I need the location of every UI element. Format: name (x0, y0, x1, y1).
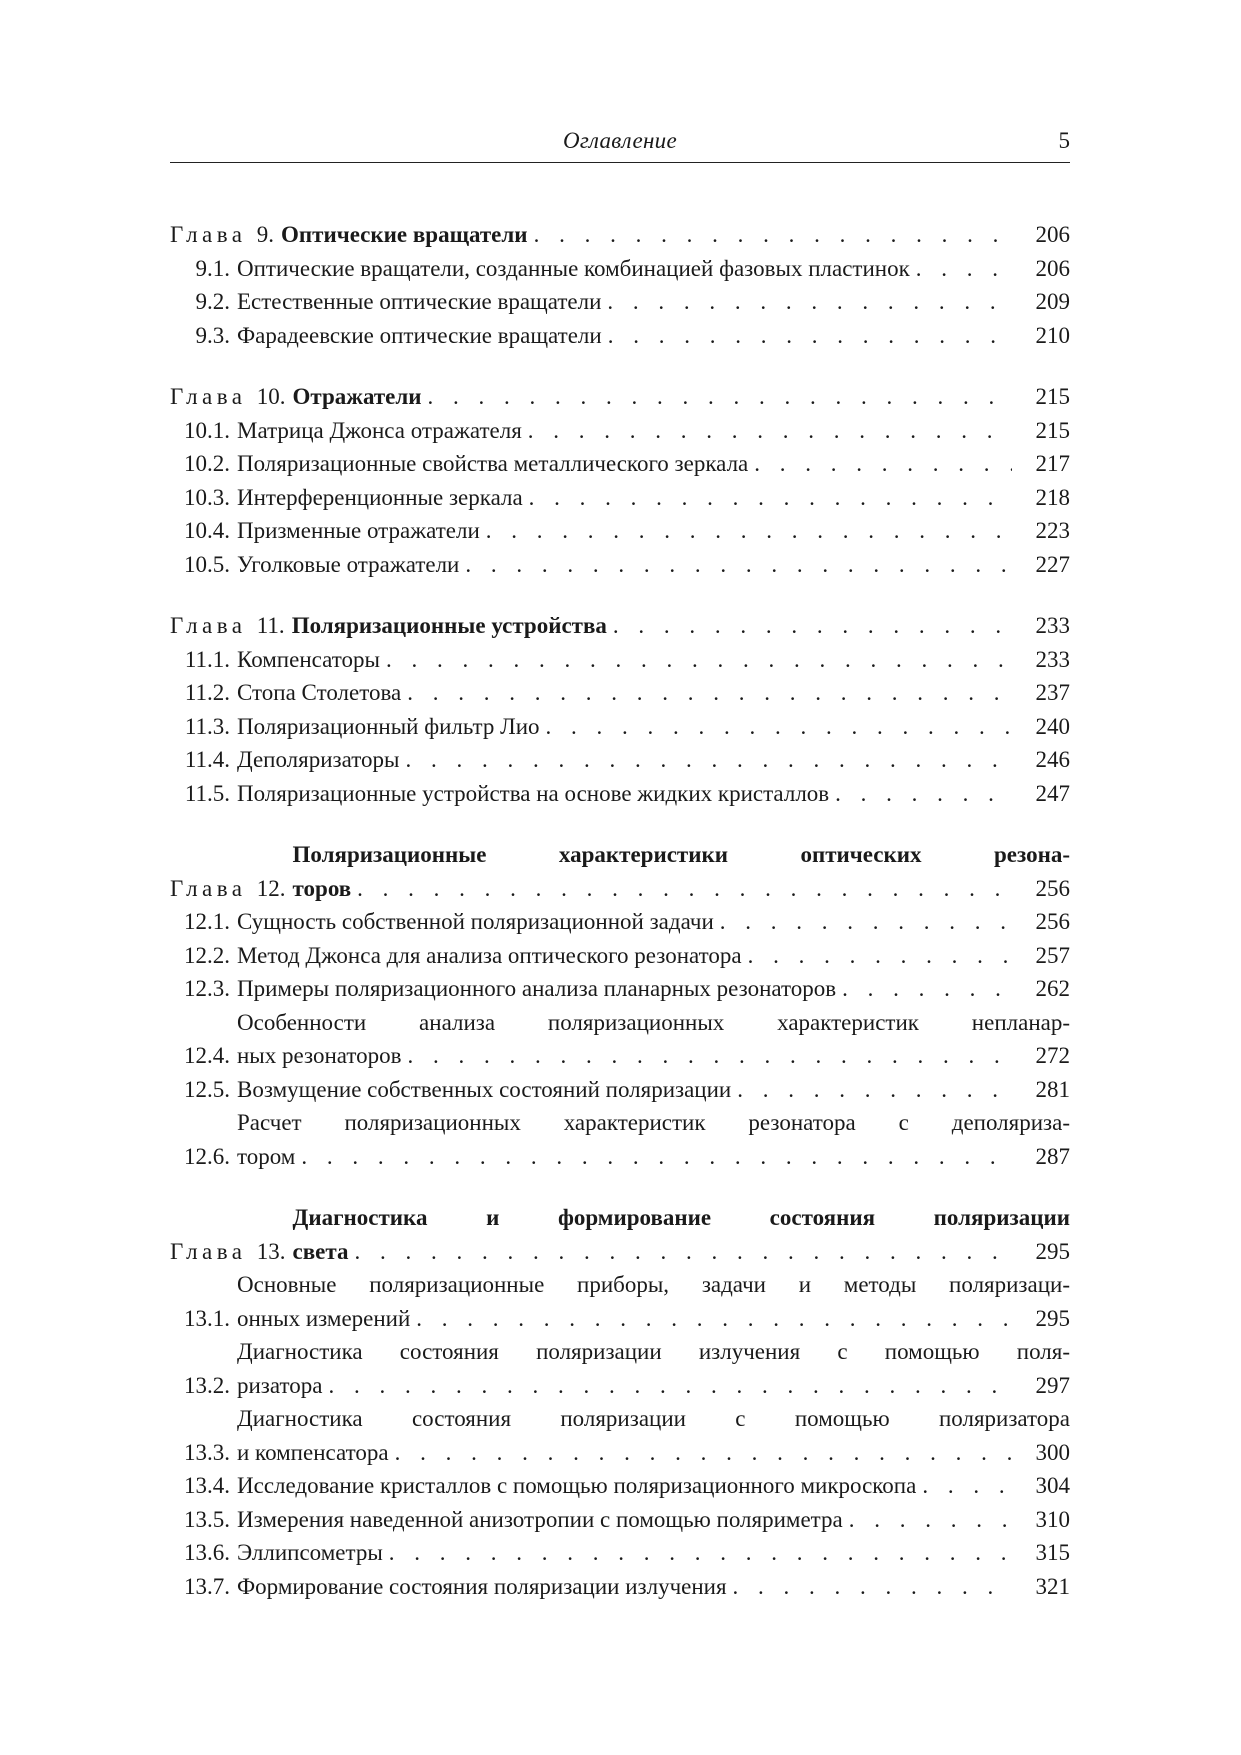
section-text (237, 252, 1070, 286)
section-number: 13.5. (184, 1506, 230, 1532)
chapter-text (293, 380, 1070, 414)
section-text (237, 1570, 1070, 1604)
section-number: 12.5. (184, 1076, 230, 1102)
section-text (237, 710, 1070, 744)
dot-leader (348, 1235, 1012, 1269)
section-number: 10.3. (184, 484, 230, 510)
dot-leader (742, 939, 1012, 973)
section-title-line2-wrap (237, 1369, 1070, 1403)
section-number: 11.3. (184, 713, 230, 739)
toc-entry[interactable] (170, 1268, 1070, 1335)
toc-entry[interactable] (170, 1073, 1070, 1107)
dot-leader (836, 972, 1012, 1006)
section-number: 11.4. (184, 747, 230, 772)
chapter-page: 256 (1035, 875, 1070, 901)
section-number: 12.2. (184, 942, 230, 968)
toc-entry[interactable] (170, 548, 1070, 582)
toc-entry[interactable] (170, 972, 1070, 1006)
section-title: Матрица Джонса отражателя (237, 417, 522, 443)
toc-entry[interactable] (170, 252, 1070, 286)
section-title-line2-wrap (237, 1436, 1070, 1470)
toc-entry[interactable] (170, 1335, 1070, 1402)
chapter-word: Глава (170, 613, 247, 638)
section-number: 13.7. (184, 1573, 230, 1599)
section-title-line2-wrap (237, 1140, 1070, 1174)
section-page: 297 (1035, 1372, 1070, 1398)
toc-entry[interactable] (170, 743, 1070, 777)
toc-entry[interactable] (170, 1469, 1070, 1503)
section-title: Измерения наведенной анизотропии с помощью поляриметра (237, 1506, 843, 1532)
toc-entry[interactable] (170, 905, 1070, 939)
chapter-title-line1: Поляризационные характеристики оптических резона- (292, 842, 1070, 867)
section-text (237, 1335, 1070, 1402)
section-number: 11.1. (184, 646, 230, 672)
section-text (237, 643, 1070, 677)
toc-entry[interactable] (170, 676, 1070, 710)
section-page: 215 (1035, 417, 1070, 443)
section-title: Примеры поляризационного анализа планарных резонаторов (237, 976, 837, 1001)
section-number: 9.3. (195, 322, 230, 348)
chapter-number: 12. (256, 875, 286, 901)
section-number: 13.1. (184, 1305, 230, 1331)
section-page: 256 (1035, 909, 1070, 934)
section-title-line2-wrap (237, 1039, 1070, 1073)
toc-entry[interactable] (170, 710, 1070, 744)
chapter-block (170, 218, 1070, 352)
section-text (237, 972, 1070, 1006)
chapter-page: 206 (1035, 222, 1070, 247)
toc-entry[interactable] (170, 1570, 1070, 1604)
section-number: 9.2. (195, 289, 230, 314)
section-number: 13.6. (184, 1540, 230, 1565)
section-title-line1: Особенности анализа поляризационных характеристик непланар- (237, 1009, 1070, 1035)
dot-leader (910, 252, 1012, 286)
section-page: 237 (1035, 680, 1070, 705)
section-text (237, 905, 1070, 939)
running-title: Оглавление (562, 128, 677, 153)
chapter-number: 9. (256, 222, 275, 247)
chapter-number: 11. (256, 613, 285, 638)
section-text (237, 743, 1070, 777)
section-title: Формирование состояния поляризации излучения (237, 1573, 727, 1599)
section-text (237, 1006, 1070, 1073)
section-title-line1: Основные поляризационные приборы, задачи и методы поляризаци- (237, 1272, 1070, 1297)
chapter-text (292, 609, 1070, 643)
section-title-line1: Расчет поляризационных характеристик резонатора с деполяриза- (237, 1110, 1070, 1135)
toc-entry[interactable] (170, 1503, 1070, 1537)
toc-entry[interactable] (170, 481, 1070, 515)
section-page: 281 (1035, 1076, 1070, 1102)
dot-leader (714, 905, 1012, 939)
section-text (237, 1503, 1070, 1537)
dot-leader (522, 414, 1012, 448)
section-title: Сущность собственной поляризационной задачи (237, 909, 714, 934)
chapter-heading[interactable] (170, 609, 1070, 643)
section-title: онных измерений (237, 1305, 411, 1331)
section-page: 246 (1035, 747, 1070, 772)
dot-leader (389, 1436, 1012, 1470)
chapter-title: Отражатели (292, 384, 422, 409)
section-text (237, 319, 1070, 353)
chapter-title: света (292, 1238, 349, 1264)
section-page: 217 (1035, 451, 1070, 476)
section-number: 13.3. (184, 1439, 230, 1465)
section-number: 9.1. (195, 255, 230, 281)
section-number: 12.6. (184, 1143, 230, 1169)
section-title: Поляризационный фильтр Лио (237, 713, 540, 739)
chapter-label (170, 1235, 293, 1269)
chapter-block (170, 838, 1070, 1173)
section-page: 210 (1035, 322, 1070, 348)
section-page: 272 (1035, 1043, 1070, 1068)
section-title: Компенсаторы (237, 646, 380, 672)
toc-entry[interactable] (170, 514, 1070, 548)
chapter-label (170, 218, 281, 252)
toc-entry[interactable] (170, 414, 1070, 448)
toc-entry[interactable] (170, 1106, 1070, 1173)
dot-leader (399, 743, 1012, 777)
chapter-page: 295 (1035, 1238, 1070, 1264)
section-page: 287 (1035, 1143, 1070, 1169)
section-page: 218 (1035, 484, 1070, 510)
section-title: Уголковые отражатели (237, 551, 460, 577)
dot-leader (916, 1469, 1012, 1503)
chapter-text (281, 218, 1070, 252)
section-title: Исследование кристаллов с помощью поляризационного микроскопа (237, 1473, 917, 1498)
section-title: Поляризационные свойства металлического зеркала (237, 451, 749, 476)
dot-leader (748, 447, 1012, 481)
section-text (237, 285, 1070, 319)
dot-leader (380, 643, 1012, 677)
section-number: 10.1. (184, 417, 230, 443)
section-page: 206 (1035, 255, 1070, 281)
toc-entry[interactable] (170, 447, 1070, 481)
section-title: ных резонаторов (237, 1043, 402, 1068)
section-page: 304 (1035, 1473, 1070, 1498)
toc-entry[interactable] (170, 1006, 1070, 1073)
chapter-block (170, 380, 1070, 581)
chapter-word: Глава (170, 222, 247, 247)
chapter-text (293, 1201, 1070, 1268)
toc-entry[interactable] (170, 319, 1070, 353)
section-title-line2-wrap (237, 1302, 1070, 1336)
dot-leader (523, 481, 1012, 515)
dot-leader (731, 1073, 1012, 1107)
table-of-contents (170, 218, 1070, 1631)
chapter-number: 10. (256, 384, 286, 409)
section-number: 12.4. (184, 1043, 230, 1068)
dot-leader (727, 1570, 1012, 1604)
section-title: Интерференционные зеркала (237, 484, 523, 510)
chapter-label (170, 380, 293, 414)
dot-leader (295, 1140, 1012, 1174)
dot-leader (459, 548, 1012, 582)
section-number: 11.2. (184, 680, 230, 705)
section-text (237, 1106, 1070, 1173)
section-title: Призменные отражатели (237, 518, 480, 543)
section-text (237, 1402, 1070, 1469)
section-text (237, 548, 1070, 582)
section-text (237, 1268, 1070, 1335)
section-page: 315 (1035, 1540, 1070, 1565)
section-title: Естественные оптические вращатели (237, 289, 602, 314)
section-page: 295 (1035, 1305, 1070, 1331)
toc-entry[interactable] (170, 285, 1070, 319)
chapter-word: Глава (170, 875, 247, 901)
section-text (237, 414, 1070, 448)
dot-leader (383, 1536, 1012, 1570)
chapter-text (293, 838, 1070, 905)
section-number: 10.5. (184, 551, 230, 577)
section-title: ризатора (237, 1372, 323, 1398)
dot-leader (480, 514, 1012, 548)
dot-leader (401, 1039, 1012, 1073)
dot-leader (528, 218, 1012, 252)
chapter-heading[interactable] (170, 1201, 1070, 1268)
section-text (237, 1073, 1070, 1107)
section-page: 227 (1035, 551, 1070, 577)
dot-leader (322, 1369, 1012, 1403)
section-title-line1: Диагностика состояния поляризации излучения с помощью поля- (237, 1339, 1070, 1364)
chapter-block (170, 609, 1070, 810)
section-page: 300 (1035, 1439, 1070, 1465)
chapter-title: Поляризационные устройства (291, 613, 607, 638)
section-page: 262 (1035, 976, 1070, 1001)
section-title: Фарадеевские оптические вращатели (237, 322, 602, 348)
section-text (237, 447, 1070, 481)
section-title: Эллипсометры (237, 1540, 383, 1565)
section-text (237, 514, 1070, 548)
toc-entry[interactable] (170, 939, 1070, 973)
section-page: 209 (1035, 289, 1070, 314)
section-number: 10.2. (184, 451, 230, 476)
chapter-label (170, 872, 293, 906)
toc-entry[interactable] (170, 1536, 1070, 1570)
toc-entry[interactable] (170, 1402, 1070, 1469)
chapter-word: Глава (170, 1238, 247, 1264)
chapter-page: 233 (1035, 613, 1070, 638)
section-title: Метод Джонса для анализа оптического резонатора (237, 942, 742, 968)
section-page: 247 (1035, 780, 1070, 806)
chapter-title: торов (292, 875, 352, 901)
chapter-title: Оптические вращатели (281, 222, 528, 247)
section-text (237, 1469, 1070, 1503)
chapter-block (170, 1201, 1070, 1603)
section-page: 223 (1035, 518, 1070, 543)
chapter-title-line1: Диагностика и формирование состояния поляризации (292, 1205, 1070, 1230)
section-number: 10.4. (184, 518, 230, 543)
chapter-title-line2-wrap (293, 872, 1070, 906)
section-title: и компенсатора (237, 1439, 389, 1465)
section-number: 12.1. (184, 909, 230, 934)
section-page: 240 (1035, 713, 1070, 739)
chapter-page: 215 (1035, 384, 1070, 409)
chapter-number: 13. (256, 1238, 286, 1264)
toc-entry[interactable] (170, 643, 1070, 677)
running-header (170, 128, 1070, 163)
chapter-heading[interactable] (170, 380, 1070, 414)
dot-leader (422, 380, 1012, 414)
chapter-heading[interactable] (170, 218, 1070, 252)
section-text (237, 676, 1070, 710)
section-page: 257 (1035, 942, 1070, 968)
dot-leader (410, 1302, 1012, 1336)
toc-entry[interactable] (170, 777, 1070, 811)
section-page: 321 (1035, 1573, 1070, 1599)
chapter-title-line2-wrap (293, 1235, 1070, 1269)
section-text (237, 481, 1070, 515)
section-title: Стопа Столетова (237, 680, 402, 705)
section-text (237, 777, 1070, 811)
section-number: 13.2. (184, 1372, 230, 1398)
section-page: 310 (1035, 1506, 1070, 1532)
section-title: Возмущение собственных состояний поляризации (237, 1076, 732, 1102)
dot-leader (607, 609, 1012, 643)
dot-leader (540, 710, 1012, 744)
section-title: тором (237, 1143, 296, 1169)
section-title: Поляризационные устройства на основе жидких кристаллов (237, 780, 830, 806)
dot-leader (401, 676, 1012, 710)
section-number: 11.5. (184, 780, 230, 806)
section-number: 13.4. (184, 1473, 230, 1498)
dot-leader (601, 285, 1012, 319)
dot-leader (843, 1503, 1012, 1537)
dot-leader (351, 872, 1012, 906)
dot-leader (602, 319, 1012, 353)
dot-leader (829, 777, 1012, 811)
section-text (237, 939, 1070, 973)
section-title: Оптические вращатели, созданные комбинацией фазовых пластинок (237, 255, 910, 281)
chapter-word: Глава (170, 384, 247, 409)
page-number: 5 (1058, 128, 1070, 153)
section-text (237, 1536, 1070, 1570)
chapter-heading[interactable] (170, 838, 1070, 905)
section-title-line1: Диагностика состояния поляризации с помощью поляризатора (237, 1406, 1070, 1431)
chapter-label (170, 609, 292, 643)
section-number: 12.3. (184, 976, 230, 1001)
section-title: Деполяризаторы (237, 747, 400, 772)
section-page: 233 (1035, 646, 1070, 672)
